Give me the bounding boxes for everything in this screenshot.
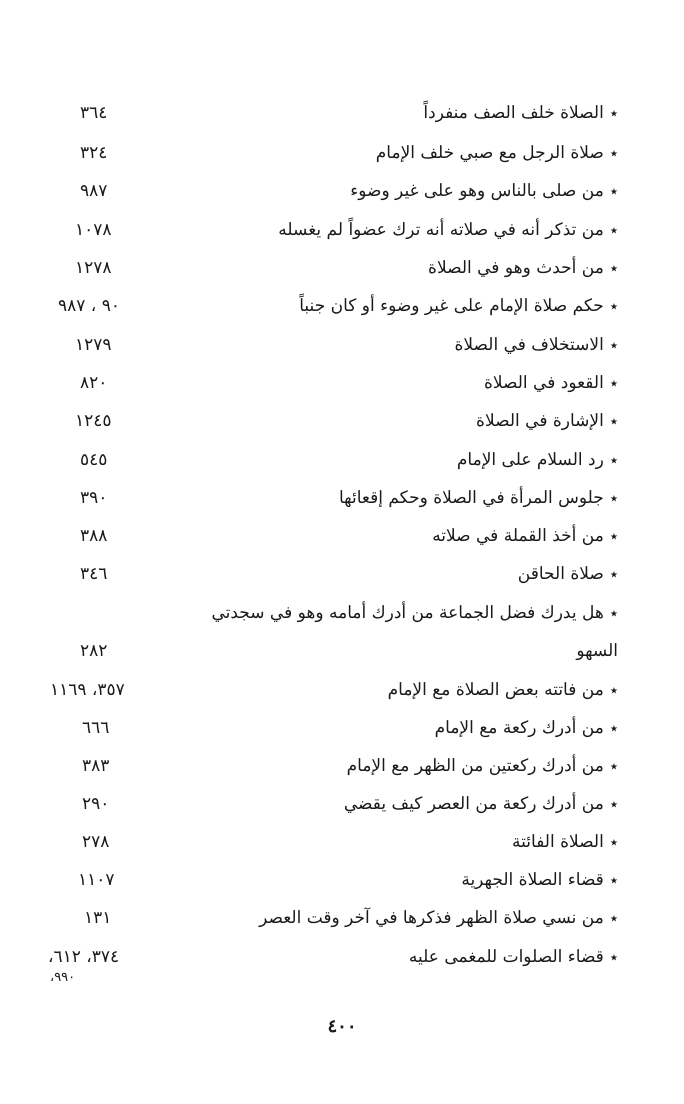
bullet-star-icon: ٭ <box>609 833 618 851</box>
entry-title: صلاة الرجل مع صبي خلف الإمام <box>375 143 604 163</box>
entry-title: من نسي صلاة الظهر فذكرها في آخر وقت العصر <box>259 908 604 928</box>
entry-pages: ١٣١ <box>84 908 112 928</box>
entry-pages: ٩٠ ، ٩٨٧ <box>58 296 120 316</box>
entry-title: من أدرك ركعة من العصر كيف يقضي <box>343 794 604 814</box>
entry-pages: ٣٧٤، ٦١٢، <box>48 947 120 967</box>
entry-text <box>350 180 618 202</box>
entry-pages: ١٠٧٨ <box>75 220 112 240</box>
bullet-star-icon: ٭ <box>609 795 618 813</box>
bullet-star-icon: ٭ <box>609 297 618 315</box>
entry-text <box>432 525 618 547</box>
bullet-star-icon: ٭ <box>609 604 618 622</box>
entry-title: من فاتته بعض الصلاة مع الإمام <box>387 680 604 700</box>
entry-text <box>344 793 618 815</box>
entry-pages: ١٢٧٨ <box>75 258 112 278</box>
entry-title: من أدرك ركعتين من الظهر مع الإمام <box>346 756 604 776</box>
entry-pages: ٣٨٣ <box>82 756 110 776</box>
entry-text <box>457 449 618 471</box>
bullet-star-icon: ٭ <box>609 565 618 583</box>
bullet-star-icon: ٭ <box>609 182 618 200</box>
bullet-star-icon: ٭ <box>609 104 618 122</box>
entry-title: هل يدرك فضل الجماعة من أدرك أمامه وهو في سجدتي <box>211 603 604 623</box>
entry-text <box>259 907 618 929</box>
entry-pages: ٣٢٤ <box>80 143 108 163</box>
entry-title: الاستخلاف في الصلاة <box>454 335 604 355</box>
entry-text <box>484 372 618 394</box>
entry-text <box>376 142 618 164</box>
bullet-star-icon: ٭ <box>609 259 618 277</box>
entry-title: جلوس المرأة في الصلاة وحكم إقعائها <box>338 488 604 508</box>
entry-pages: ١١٠٧ <box>78 870 115 890</box>
entry-title: الصلاة الفائتة <box>512 832 604 852</box>
bullet-star-icon: ٭ <box>609 719 618 737</box>
page-number: ٤٠٠ <box>327 1016 357 1037</box>
entry-text <box>423 102 618 124</box>
entry-text <box>409 946 618 968</box>
entry-title: الإشارة في الصلاة <box>476 411 604 431</box>
bullet-star-icon: ٭ <box>609 221 618 239</box>
entry-title: قضاء الصلاة الجهرية <box>461 870 604 890</box>
entry-text <box>211 602 618 624</box>
entry-text <box>435 717 618 739</box>
bullet-star-icon: ٭ <box>609 374 618 392</box>
entry-text <box>388 679 618 701</box>
entry-pages: ٣٨٨ <box>80 526 108 546</box>
entry-title: من صلى بالناس وهو على غير وضوء <box>350 181 604 201</box>
entry-text <box>428 257 618 279</box>
bullet-star-icon: ٭ <box>609 757 618 775</box>
entry-title: من تذكر أنه في صلاته أنه ترك عضواً لم يغسله <box>278 220 604 240</box>
entry-title: من أخذ القملة في صلاته <box>432 526 604 546</box>
bullet-star-icon: ٭ <box>609 144 618 162</box>
entry-pages: ٣٥٧، ١١٦٩ <box>50 680 125 700</box>
entry-pages: ٢٨٢ <box>80 641 108 661</box>
entry-text <box>339 487 618 509</box>
bullet-star-icon: ٭ <box>609 527 618 545</box>
entry-pages: ١٢٤٥ <box>75 411 112 431</box>
entry-pages: ٩٨٧ <box>80 181 108 201</box>
entry-text <box>518 563 618 585</box>
entry-pages: ٢٧٨ <box>82 832 110 852</box>
entry-title: الصلاة خلف الصف منفرداً <box>423 103 604 123</box>
entry-title: من أحدث وهو في الصلاة <box>428 258 604 278</box>
entry-pages: ٣٤٦ <box>80 564 108 584</box>
entry-pages: ١٢٧٩ <box>75 335 112 355</box>
entry-title: صلاة الحاقن <box>517 564 604 584</box>
bullet-star-icon: ٭ <box>609 336 618 354</box>
entry-title: القعود في الصلاة <box>483 373 604 393</box>
bullet-star-icon: ٭ <box>609 948 618 966</box>
entry-title: من أدرك ركعة مع الإمام <box>434 718 604 738</box>
entry-text <box>461 869 618 891</box>
entry-text <box>454 334 618 356</box>
entry-pages: ٦٦٦ <box>82 718 110 738</box>
entry-text <box>476 410 618 432</box>
entry-text <box>299 295 618 317</box>
entry-continuation: السهو <box>576 641 618 661</box>
entry-text <box>347 755 618 777</box>
entry-text <box>278 219 618 241</box>
bullet-star-icon: ٭ <box>609 451 618 469</box>
entry-pages-continuation: ٩٩٠، <box>50 970 76 985</box>
entry-pages: ٨٢٠ <box>80 373 108 393</box>
entry-title: حكم صلاة الإمام على غير وضوء أو كان جنباً <box>299 296 604 316</box>
entry-pages: ٣٩٠ <box>80 488 108 508</box>
bullet-star-icon: ٭ <box>609 871 618 889</box>
entry-pages: ٢٩٠ <box>82 794 110 814</box>
entry-title: رد السلام على الإمام <box>456 450 604 470</box>
bullet-star-icon: ٭ <box>609 909 618 927</box>
entry-pages: ٥٤٥ <box>80 450 108 470</box>
bullet-star-icon: ٭ <box>609 489 618 507</box>
bullet-star-icon: ٭ <box>609 412 618 430</box>
entry-pages: ٣٦٤ <box>80 103 108 123</box>
bullet-star-icon: ٭ <box>609 681 618 699</box>
entry-title: قضاء الصلوات للمغمى عليه <box>408 947 604 967</box>
entry-text <box>512 831 618 853</box>
